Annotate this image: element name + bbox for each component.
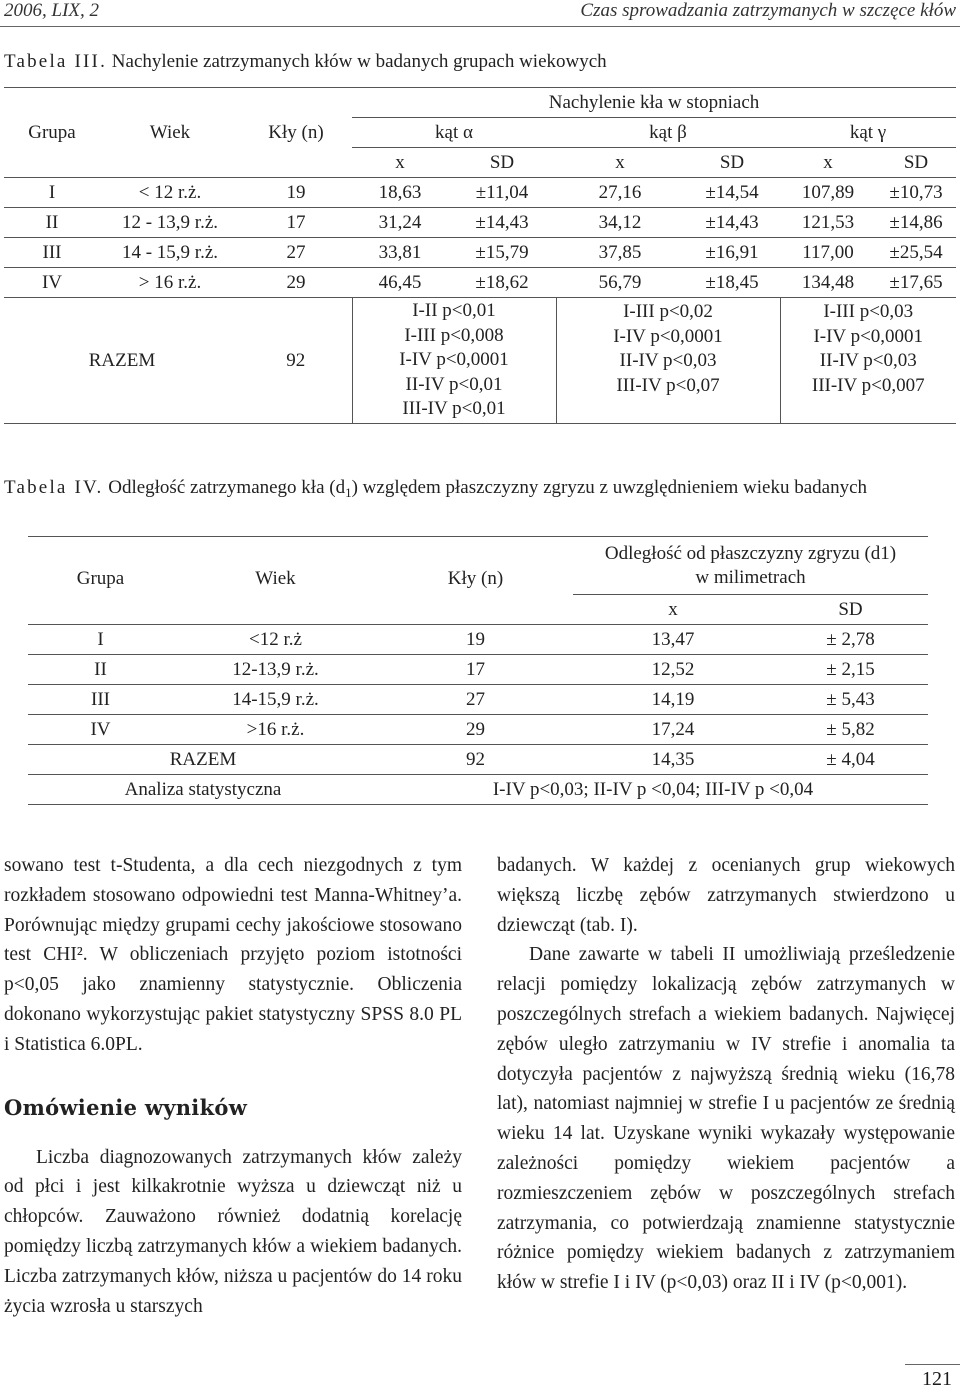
cell-beta-x: 37,85 <box>556 238 684 268</box>
cell-x: 13,47 <box>573 625 773 655</box>
cell-grupa: I <box>28 625 173 655</box>
paragraph: badanych. W każdej z ocenianych grup wiekowych większą liczbę zębów zatrzymanych stwierdzono u dziewcząt (tab. I). <box>497 855 955 936</box>
p-values-gamma <box>780 298 956 424</box>
p-value-item: I-IV p<0,0001 <box>813 325 924 347</box>
table-4-title-pre: Odległość zatrzymanego kła (d <box>108 477 346 498</box>
p-value-item: II-IV p<0,03 <box>619 350 717 371</box>
cell-x: 12,52 <box>573 655 773 685</box>
angle-group-header: Nachylenie kła w stopniach <box>352 88 956 118</box>
cell-kly: 29 <box>378 715 573 745</box>
sub-header-sd: SD <box>876 148 956 178</box>
cell-beta-x: 56,79 <box>556 268 684 298</box>
p-value-item: I-III p<0,03 <box>823 301 914 322</box>
col-header-kly: Kły (n) <box>378 537 573 595</box>
razem-kly: 92 <box>240 298 352 424</box>
cell-grupa: II <box>28 655 173 685</box>
cell-beta-x: 27,16 <box>556 178 684 208</box>
cell-sd: ± 2,78 <box>773 625 928 655</box>
table-4-label: Tabela IV. <box>4 477 104 498</box>
cell-grupa: IV <box>4 268 100 298</box>
col-header-distance-line-1: Odległość od płaszczyzny zgryzu (d1) <box>604 542 897 564</box>
sub-header-sd: SD <box>684 148 780 178</box>
p-values-beta <box>556 298 780 424</box>
table-3-header-row-2 <box>4 118 956 148</box>
cell-grupa: I <box>4 178 100 208</box>
p-value-item: II-IV p<0,03 <box>819 350 917 371</box>
cell-sd: ± 5,82 <box>773 715 928 745</box>
cell-gamma-sd: ±14,86 <box>876 208 956 238</box>
cell-gamma-sd: ±10,73 <box>876 178 956 208</box>
cell-beta-sd: ±18,45 <box>684 268 780 298</box>
table-4-analysis-row <box>28 775 928 805</box>
p-value-item: I-III p<0,02 <box>623 301 713 322</box>
cell-wiek: <12 r.ż <box>173 625 378 655</box>
razem-label: RAZEM <box>28 745 378 775</box>
cell-kly: 29 <box>240 268 352 298</box>
sub-header-x: x <box>352 148 448 178</box>
col-header-angle-beta: kąt β <box>556 118 780 148</box>
sub-header-x: x <box>780 148 876 178</box>
table-row <box>28 715 928 745</box>
cell-wiek: < 12 r.ż. <box>100 178 240 208</box>
table-4-title-post: ) względem płaszczyzny zgryzu z uwzględnieniem wieku badanych <box>351 477 868 498</box>
p-values-alpha <box>352 298 556 424</box>
col-header-grupa: Grupa <box>28 537 173 595</box>
cell-kly: 19 <box>240 178 352 208</box>
cell-alpha-x: 18,63 <box>352 178 448 208</box>
cell-wiek: >16 r.ż. <box>173 715 378 745</box>
col-header-grupa: Grupa <box>28 121 76 143</box>
p-value-item: I-IV p<0,0001 <box>613 325 723 347</box>
p-value-item: III-IV p<0,07 <box>616 374 720 396</box>
table-row <box>4 178 956 208</box>
table-3-header-row-3 <box>4 148 956 178</box>
cell-gamma-x: 107,89 <box>780 178 876 208</box>
table-row <box>4 238 956 268</box>
p-value-item: III-IV p<0,007 <box>811 374 925 396</box>
col-header-wiek: Wiek <box>173 537 378 595</box>
table-4-caption <box>4 474 956 506</box>
cell-grupa: II <box>4 208 100 238</box>
header-rule <box>0 26 960 27</box>
razem-label: RAZEM <box>4 298 240 424</box>
table-4 <box>28 536 928 805</box>
page-number-rule <box>905 1364 960 1365</box>
cell-gamma-sd: ±17,65 <box>876 268 956 298</box>
sub-header-sd: SD <box>773 595 928 625</box>
cell-gamma-sd: ±25,54 <box>876 238 956 268</box>
cell-sd: ± 2,15 <box>773 655 928 685</box>
cell-grupa: IV <box>28 715 173 745</box>
cell-alpha-x: 31,24 <box>352 208 448 238</box>
cell-wiek: 12-13,9 r.ż. <box>173 655 378 685</box>
cell-grupa: III <box>28 685 173 715</box>
col-header-wiek: Wiek <box>149 121 191 143</box>
cell-beta-sd: ±16,91 <box>684 238 780 268</box>
razem-kly: 92 <box>378 745 573 775</box>
p-value-item: I-II p<0,01 <box>412 300 496 322</box>
paragraph: Dane zawarte w tabeli II umożliwiają prześledzenie relacji pomiędzy lokalizacją zębów zatrzymanych w poszczególnych strefach a wiekiem badanych. Najwięcej zębów uległo zatrzymaniu w IV strefie i anomalia ta dotyczyła pacjentów z najwyższą średnią wieku (16,78 lat), natomiast najmniej w strefie I u pacjentów ze średnią wieku 14 lat. Uzyskane wyniki wykazały występowanie zależności pomiędzy wiekiem pacjentów a rozmieszczeniem zębów w poszczególnych strefach zatrzymania, co potwierdzają znamienne statystycznie różnice pomiędzy wiekiem badanych z zatrzymaniem kłów w strefie I i IV (p<0,03) oraz II i IV (p<0,001). <box>497 944 955 1294</box>
cell-wiek: 12 - 13,9 r.ż. <box>100 208 240 238</box>
article-short-title: Czas sprowadzania zatrzymanych w szczęce kłów <box>580 0 956 21</box>
table-row <box>28 655 928 685</box>
cell-kly: 27 <box>240 238 352 268</box>
table-4-header-row-1 <box>28 537 928 595</box>
cell-beta-sd: ±14,43 <box>684 208 780 238</box>
cell-beta-x: 34,12 <box>556 208 684 238</box>
table-row <box>28 625 928 655</box>
table-row <box>28 685 928 715</box>
paragraph: sowano test t-Studenta, a dla cech niezgodnych z tym rozkładem stosowano odpowiedni test Manna-Whitney’a. Porównując między grupami cechy jakościowe stosowano test CHI². W obliczeniach przyjęto poziom istotności p<0,05 jako znamienny statystycznie. Obliczenia dokonano wykorzystując pakiet statystyczny SPSS 8.0 PL i Statistica 6.0PL. <box>4 855 462 1055</box>
p-value-item: II-IV p<0,01 <box>405 373 503 395</box>
running-header <box>0 0 960 22</box>
table-row <box>4 268 956 298</box>
section-heading: Omówienie wyników <box>4 1094 248 1120</box>
table-3-caption <box>4 48 954 75</box>
cell-alpha-sd: ±14,43 <box>448 208 556 238</box>
page-number: 121 <box>922 1368 952 1390</box>
sub-header-x: x <box>556 148 684 178</box>
col-header-distance <box>573 537 928 595</box>
p-value-item: I-III p<0,008 <box>404 324 504 346</box>
cell-beta-sd: ±14,54 <box>684 178 780 208</box>
sub-header-x: x <box>573 595 773 625</box>
col-header-distance-line-2: w milimetrach <box>695 566 806 588</box>
cell-grupa: III <box>4 238 100 268</box>
cell-kly: 27 <box>378 685 573 715</box>
analysis-value: I-IV p<0,03; II-IV p <0,04; III-IV p <0,04 <box>378 775 928 805</box>
razem-x: 14,35 <box>573 745 773 775</box>
cell-kly: 17 <box>240 208 352 238</box>
p-value-item: I-IV p<0,0001 <box>399 349 509 371</box>
cell-alpha-sd: ±18,62 <box>448 268 556 298</box>
cell-alpha-x: 46,45 <box>352 268 448 298</box>
table-4-title-sub: 1 <box>345 485 352 500</box>
cell-gamma-x: 134,48 <box>780 268 876 298</box>
col-header-angle-alpha: kąt α <box>352 118 556 148</box>
cell-kly: 17 <box>378 655 573 685</box>
text-column-right <box>497 851 955 1298</box>
table-row <box>4 208 956 238</box>
cell-gamma-x: 117,00 <box>780 238 876 268</box>
p-value-item: III-IV p<0,01 <box>402 398 506 420</box>
cell-kly: 19 <box>378 625 573 655</box>
cell-alpha-sd: ±11,04 <box>448 178 556 208</box>
cell-sd: ± 5,43 <box>773 685 928 715</box>
cell-wiek: 14-15,9 r.ż. <box>173 685 378 715</box>
table-3-title: Nachylenie zatrzymanych kłów w badanych grupach wiekowych <box>111 51 607 72</box>
cell-x: 17,24 <box>573 715 773 745</box>
table-3-razem-row <box>4 298 956 424</box>
table-4-header-row-2 <box>28 595 928 625</box>
table-3-label: Tabela III. <box>4 51 108 72</box>
col-header-angle-gamma: kąt γ <box>780 118 956 148</box>
cell-gamma-x: 121,53 <box>780 208 876 238</box>
razem-sd: ± 4,04 <box>773 745 928 775</box>
table-3 <box>4 87 956 424</box>
journal-issue: 2006, LIX, 2 <box>4 0 99 21</box>
cell-wiek: 14 - 15,9 r.ż. <box>100 238 240 268</box>
cell-alpha-sd: ±15,79 <box>448 238 556 268</box>
paragraph: Liczba diagnozowanych zatrzymanych kłów zależy od płci i jest kilkakrotnie wyższa u dziewcząt niż u chłopców. Zauważono również dodatnią korelację pomiędzy liczbą zatrzymanych kłów a wiekiem badanych. Liczba zatrzymanych kłów, niższa u pacjentów do 14 roku życia wzrosła u starszych <box>4 1146 462 1317</box>
table-3-header-row-1 <box>4 88 956 118</box>
cell-x: 14,19 <box>573 685 773 715</box>
cell-alpha-x: 33,81 <box>352 238 448 268</box>
col-header-kly: Kły (n) <box>268 121 324 143</box>
analysis-label: Analiza statystyczna <box>28 775 378 805</box>
text-column-left <box>4 851 462 1321</box>
sub-header-sd: SD <box>448 148 556 178</box>
table-4-razem-row <box>28 745 928 775</box>
cell-wiek: > 16 r.ż. <box>100 268 240 298</box>
